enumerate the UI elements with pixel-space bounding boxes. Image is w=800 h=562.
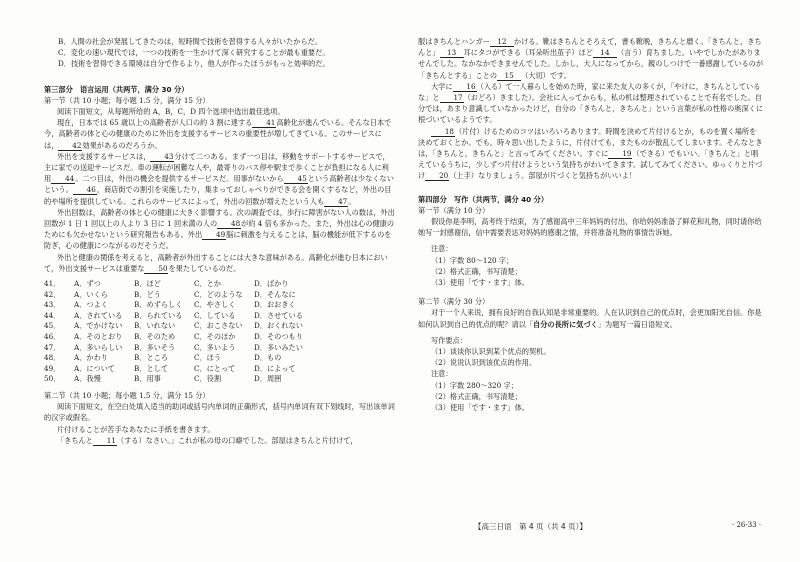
choice-c: C．している (194, 310, 236, 320)
option-row (44, 289, 396, 300)
blank-18: 18 (431, 127, 455, 137)
question-number: 43． (44, 300, 61, 310)
writing1-note-1: （1）字数 80～120 字； (430, 255, 514, 265)
choice-b: B．どう (134, 289, 161, 299)
choice-b: B．ところ (134, 353, 169, 363)
choice-c: C．そのほか (194, 332, 236, 342)
option-row (44, 352, 396, 363)
option-row (44, 299, 396, 310)
choice-a: A．いくら (74, 289, 108, 299)
prev-option-c: C．変化の速い現代では，一つの技術を一生かけて深く研究することが最も重要だ。 (58, 48, 330, 58)
choice-b: B．として (134, 363, 169, 373)
option-row (44, 310, 396, 321)
blank-48: 48 (217, 219, 241, 229)
passage-paragraph-1: 現在，日本では 65 歳以上の高齢者が人口の約 3 割に達する 41高齢化が進んでいる。そんな日本で今，高齢者の体と心の健康のために外出を支援するサービスの重要性が増してきている。このサービスには， 42効果があるのだろうか。 (44, 118, 392, 150)
blank-47: 47 (324, 197, 348, 207)
section1-title: 第一节（共 10 小题；每小题 1.5 分，满分 15 分） (44, 95, 210, 105)
choice-d: D．そのつもり (254, 332, 303, 342)
blank-15: 15 (497, 71, 521, 81)
right-paragraph-1: 服はきちんとハンガー 12 かける。靴はきちんとそろえて，書も靴晩，きちんと磨く。「きちんと，きちんと」 13 耳にタコができる（耳朵听出茧子）ほど 14 （言う）育ちました。いやでしかたがありませんでした。なかなかできませんでした。しかし，大人になってから，親のしつけで一番感謝しているのが「きちんとする」ことの 15 （大切）です。 (418, 37, 764, 80)
writing2-req-1: （1）谈谈你认识到某个优点的契机。 (430, 347, 551, 357)
writing1-note-2: （2）格式正确，书写清楚； (430, 266, 522, 276)
question-number: 45． (44, 321, 61, 331)
choice-c: C．ほう (194, 353, 222, 363)
option-row (44, 373, 396, 384)
writing2-note-1: （1）字数 280～320 字； (430, 380, 518, 390)
left-column (44, 36, 396, 446)
choice-c: C．おこさない (194, 321, 243, 331)
passage-paragraph-4: 外出と健康の関係を考えると，高齢者が外出することには大きな意味がある。高齢化が進む日本において，外出支援サービスは重要な 50を果たしているのだ。 (44, 252, 388, 273)
blank-19: 19 (608, 149, 632, 159)
writing2-req-2: （2）说说认识到该优点的作用。 (430, 358, 537, 368)
choice-c: C．にとって (194, 363, 236, 373)
blank-45: 45 (284, 174, 308, 184)
prev-option-d: D．技術を習得できる環境は自分で作るより，他人が作ったほうがもっと効率的だ。 (58, 59, 330, 69)
choice-b: B．いれない (134, 321, 176, 331)
writing1-note-3: （3）使用「です・ます」体。 (430, 278, 529, 288)
section2-paragraph-1: 片付けることが苦手なあなたに手紙を書きます。 (56, 424, 215, 434)
choice-b: B．用事 (134, 374, 161, 384)
section2-instruction: 阅读下面短文，在空白处填入适当的助词或括号内单词的正确形式，括号内单词有双下划线时，写出该单词的汉字或假名。 (44, 402, 395, 423)
choice-a: A．我慢 (74, 374, 101, 384)
question-number: 41． (44, 279, 61, 289)
blank-44: 44 (51, 174, 75, 184)
option-row (44, 320, 396, 331)
section2-title: 第二节（共 10 小题；每小题 1.5 分，满分 15 分） (44, 391, 210, 400)
choice-d: D．そんなに (254, 289, 296, 299)
question-number: 47． (44, 342, 61, 352)
question-number: 44． (44, 310, 61, 320)
section2-paragraph-2: 「きちんと 11（する）なさい。」これが私の母の口癖でした。部屋はきちんと片付けて， (56, 435, 358, 445)
blank-43: 43 (150, 152, 174, 162)
option-row (44, 331, 396, 342)
right-column (418, 36, 763, 413)
page-code: · 26-33 · (732, 521, 762, 529)
choice-a: A．について (74, 363, 115, 373)
blank-46: 46 (73, 185, 97, 195)
section1-instruction: 阅读下面短文，从每题所给的 A，B，C，D 四个选项中选出最佳选项。 (56, 107, 285, 117)
choice-a: A．つよく (74, 300, 108, 310)
choice-b: B．多いそう (134, 342, 176, 352)
option-row (44, 278, 396, 289)
choice-a: A．されている (74, 310, 123, 320)
choice-c: C．役割 (194, 374, 222, 384)
blank-11: 11 (93, 436, 117, 446)
choice-d: D．もの (254, 353, 282, 363)
part3-title: 第三部分 语言运用（共两节，满分 30 分） (44, 84, 189, 94)
choice-a: A．そのとおり (74, 332, 123, 342)
choice-d: D．おおきく (254, 300, 296, 310)
blank-16: 16 (453, 82, 477, 92)
choice-c: C．とか (194, 279, 222, 289)
page-footer: 【高三日语 第 4 页（共 4 页）】 (474, 522, 587, 531)
choice-d: D．させている (254, 310, 303, 320)
choice-a: A．でかけない (74, 321, 123, 331)
blank-41: 41 (252, 118, 276, 128)
blank-13: 13 (440, 48, 464, 58)
choice-c: C．やさしく (194, 300, 236, 310)
blank-49: 49 (202, 230, 226, 240)
question-number: 50． (44, 374, 61, 384)
blank-17: 17 (440, 93, 464, 103)
writing2-title: 第二节（满分 30 分） (418, 297, 490, 307)
blank-20: 20 (425, 171, 449, 181)
writing2-req-title: 写作要点： (430, 335, 467, 345)
writing2-note-title: 注意： (430, 369, 453, 379)
writing1-prompt: 假设你是李明，高考终于结束，为了感谢高中三年妈妈的付出，你给妈妈准备了鲜花和礼物，同时请你给她写一封感谢信，信中需要表达对妈妈的感谢之情，并将准备礼物的事情告诉她。 (418, 217, 762, 238)
writing2-note-2: （2）格式正确，书写清楚； (430, 391, 522, 401)
right-paragraph-2: 大学に 16（入る）て一人暮らしを始めた時，家に来た友人の多くが，「やけに，きちんとしているな」と 17（おどろ）きました）。会社に入ってからも，私の机は整理されていることで有名でした。自分では，あまり意識していなかったけど，自分の「きちんと，きちんと」という言葉が私の性格の奥深くに根づいているようです。 (418, 81, 764, 125)
question-number: 49． (44, 363, 61, 373)
blank-14: 14 (593, 48, 617, 58)
choice-c: C．どのような (194, 289, 243, 299)
question-number: 42． (44, 289, 61, 299)
options-list (44, 278, 396, 384)
choice-d: D．多いみたい (254, 342, 303, 352)
writing2-prompt: 对于一个人来说，拥有良好的自我认知是非常重要的。人在认识到自己的优点时，会更加阳光自信。你是如何认识到自己的优点的呢？请以「自分の長所に気づく」为题写一篇日语短文。 (418, 308, 762, 329)
part4-title: 第四部分 写作（共两节，满分 40 分） (418, 194, 549, 204)
choice-a: A．かわり (74, 353, 108, 363)
choice-a: A．ずつ (74, 279, 101, 289)
essay-topic: 自分の長所に気づく (533, 319, 598, 329)
passage-paragraph-3: 外出回数は，高齢者の体と心の健康に大きく影響する。次の調査では，歩行に障害がない人の数は，外出回数が 1 日 1 回以上の人より 3 日に 1 回未満の人の 48が約 4 倍も多かった。また，外出は心の健康のためにも欠かせないという研究報告もある。外出 49脳に刺激を与えることは，脳の機能が低下するのを防ぎ，心の健康につながるのだそうだ。 (44, 207, 395, 251)
choice-c: C．多いよう (194, 342, 236, 352)
blank-12: 12 (490, 37, 514, 47)
blank-42: 42 (58, 141, 82, 151)
choice-d: D．おくれない (254, 321, 303, 331)
writing1-title: 第一节（满分 10 分） (418, 205, 490, 215)
choice-b: B．ほど (134, 279, 161, 289)
choice-b: B．そのため (134, 332, 176, 342)
writing1-note-title: 注意： (430, 244, 453, 254)
choice-a: A．多いらしい (74, 342, 123, 352)
choice-d: D．周囲 (254, 374, 282, 384)
choice-b: B．めずらしく (134, 300, 183, 310)
choice-d: D．によって (254, 363, 296, 373)
question-number: 48． (44, 353, 61, 363)
question-number: 46． (44, 332, 61, 342)
choice-d: D．ばかり (254, 279, 289, 289)
option-row (44, 342, 396, 353)
passage-paragraph-2: 外出を支援するサービスは， 43分けて二つある。まず一つ目は，移動をサポートするサービスで，主に家での送迎サービスだ。車の運転が困難な人や，最寄りのバス停や駅まで歩くことが負担になる人に利用 44。二つ目は，外出の機会を提供するサービスだ。用事がないから 45という高齢者は少なくないという。 46，商店街での割引を実施したり，集まっておしゃべりができる会を開くするなど，外出の目的や場所を提供している。これらのサービスによって，外出の回数が増えたという人も 47。 (44, 151, 394, 206)
option-row (44, 363, 396, 374)
writing2-note-3: （3）使用「です・ます」体。 (430, 403, 529, 413)
choice-b: B．られている (134, 310, 183, 320)
blank-50: 50 (144, 264, 168, 274)
prev-option-b: B．人間の社会が発展してきたのは，短時間で技術を習得する人々がいたからだ。 (58, 37, 323, 46)
right-paragraph-3: 18（片付）けるためのコツはいろいろあります。時間を決めて片付けるとか，ものを置く場所を決めておくとか。でも，時々思い出したように，片付けても，またものが散乱してしまいます。そんなときは，「きちんと，きちんと」と言ってみてください。すぐに 19（できる）でもいい。「きちんと」と唱えているうちに，少しずつ片付けようという気持ちがわいてきます。試してみてください。ゆっくりと片づけ 20（上手）なりましょう。部屋が片づくと気持ちがいいよ！ (418, 126, 763, 181)
